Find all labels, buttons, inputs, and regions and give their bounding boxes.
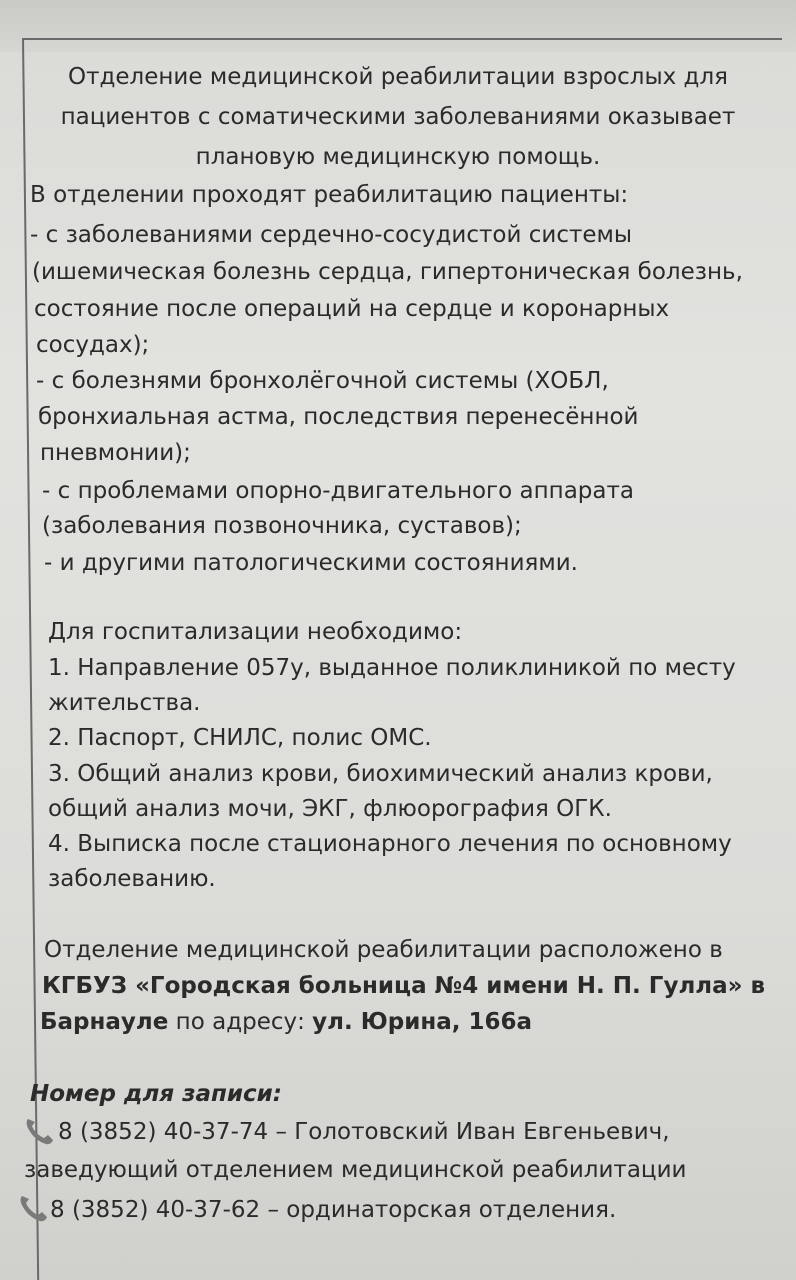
patients-line-4: сосудах);	[36, 332, 150, 358]
hospitalization-intro: Для госпитализации необходимо:	[48, 619, 463, 645]
header-line-2: пациентов с соматическими заболеваниями оказывает	[60, 104, 736, 130]
location-line-2: КГБУЗ «Городская больница №4 имени Н. П. Гулла» в	[42, 973, 766, 999]
patients-line-8: - с проблемами опорно-двигательного аппарата	[42, 478, 634, 504]
patients-line-7: пневмонии);	[40, 440, 191, 466]
patients-line-6: бронхиальная астма, последствия перенесённой	[38, 404, 639, 430]
hospitalization-line-3: 2. Паспорт, СНИЛС, полис ОМС.	[48, 725, 432, 751]
header-line-3: плановую медицинскую помощь.	[195, 144, 601, 170]
hospitalization-line-4: 3. Общий анализ крови, биохимический анализ крови,	[48, 761, 713, 787]
phone-line-2: 8 (3852) 40-37-62 – ординаторская отделения.	[50, 1197, 617, 1223]
hospitalization-line-2: жительства.	[48, 690, 201, 716]
patients-line-9: (заболевания позвоночника, суставов);	[42, 513, 522, 539]
location-address-prefix: по адресу:	[168, 1009, 313, 1035]
hospitalization-line-6: 4. Выписка после стационарного лечения по основному	[48, 831, 732, 857]
patients-line-10: - и другими патологическими состояниями.	[44, 550, 578, 576]
phone-line-1: 8 (3852) 40-37-74 – Голотовский Иван Евгеньевич,	[58, 1119, 670, 1145]
phone-line-1-role: заведующий отделением медицинской реабилитации	[24, 1157, 687, 1183]
hospitalization-line-1: 1. Направление 057у, выданное поликлиникой по месту	[48, 655, 736, 681]
hospitalization-line-5: общий анализ мочи, ЭКГ, флюорография ОГК.	[48, 796, 612, 822]
patients-line-3: состояние после операций на сердце и коронарных	[34, 296, 670, 322]
contacts-title: Номер для записи:	[30, 1081, 282, 1107]
location-line-3	[40, 1011, 532, 1034]
location-address: ул. Юрина, 166а	[312, 1009, 533, 1035]
patients-intro: В отделении проходят реабилитацию пациенты:	[30, 182, 629, 208]
hospitalization-line-7: заболеванию.	[48, 866, 216, 892]
phone-icon	[18, 1193, 48, 1223]
location-city: Барнауле	[40, 1009, 169, 1035]
location-line-1: Отделение медицинской реабилитации расположено в	[44, 937, 723, 963]
phone-icon	[24, 1116, 54, 1146]
header-line-1: Отделение медицинской реабилитации взрослых для	[67, 64, 728, 90]
patients-line-2: (ишемическая болезнь сердца, гипертоническая болезнь,	[32, 259, 743, 285]
patients-line-1: - с заболеваниями сердечно-сосудистой системы	[30, 222, 633, 248]
patients-line-5: - с болезнями бронхолёгочной системы (ХОБЛ,	[36, 368, 609, 394]
